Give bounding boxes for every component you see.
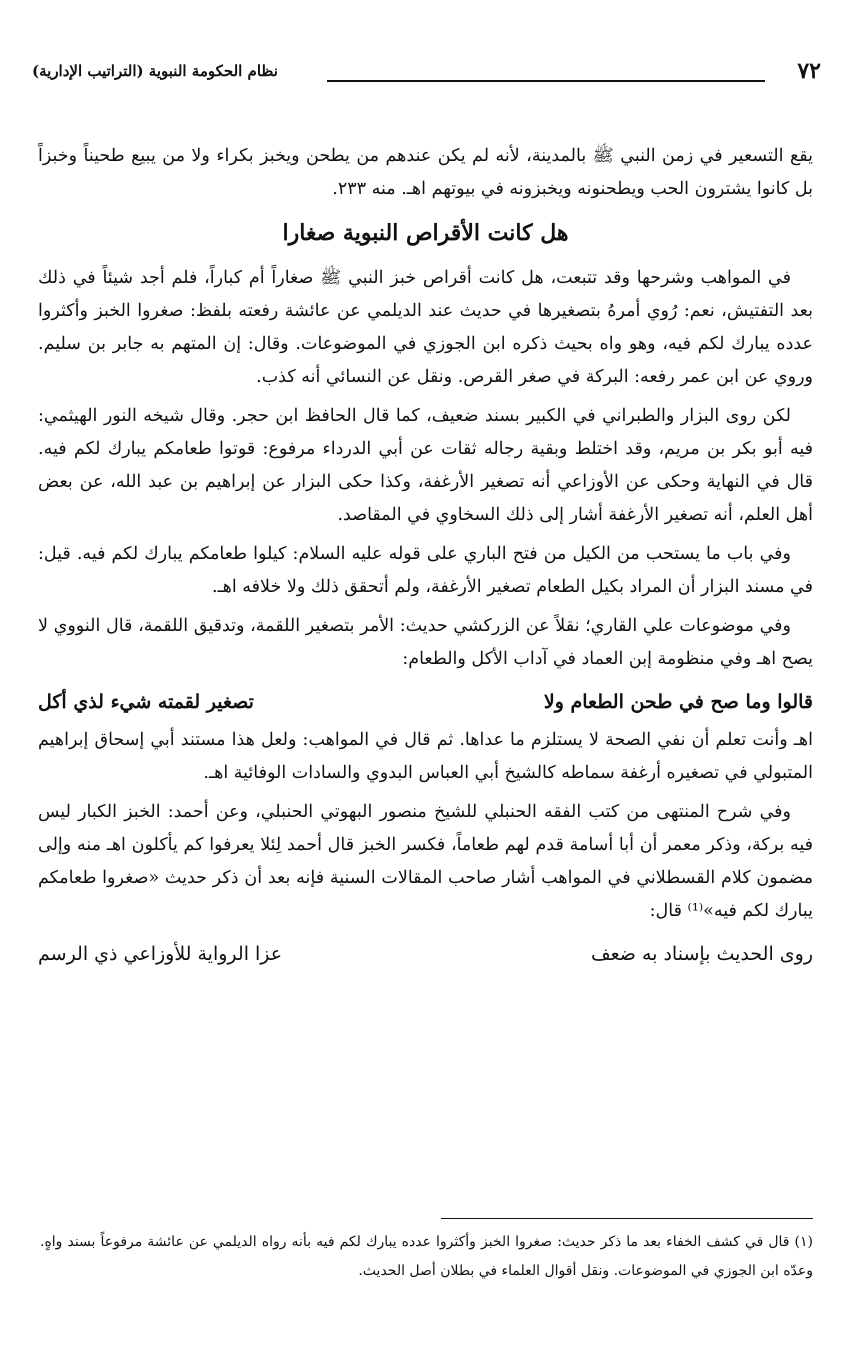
- paragraph: وفي موضوعات علي القاري؛ نقلاً عن الزركشي حديث: الأمر بتصغير اللقمة، وتدقيق اللقمة، قال النووي لا يصح اهـ وفي منظومة إبن العماد في آداب الأكل والطعام:: [38, 616, 813, 669]
- verse-second-hemistich: عزا الرواية للأوزاعي ذي الرسم: [38, 943, 283, 965]
- poem-verse: [38, 682, 813, 722]
- running-title: نظام الحكومة النبوية (التراتيب الإدارية): [32, 62, 278, 80]
- poem-verse: [38, 934, 813, 974]
- paragraph: وفي باب ما يستحب من الكيل من فتح الباري على قوله عليه السلام: كيلوا طعامكم يبارك لكم فيه. قيل: في مسند البزار أن المراد بكيل الطعام تصغير الأرغفة، ولم أتحقق ذلك ولا خلافه اهـ.: [38, 544, 813, 597]
- footnote-text: (١) قال في كشف الخفاء بعد ما ذكر حديث: صغروا الخبز وأكثروا عدده يبارك لكم فيه بأنه رواه الديلمي عن عائشة مرفوعاً بسند واهٍ. وعدّه ابن الجوزي في الموضوعات. ونقل أقوال العلماء في بطلان أصل الحديث.: [40, 1234, 813, 1279]
- paragraph: في المواهب وشرحها وقد تتبعت، هل كانت أقراص خبز النبي ﷺ صغاراً أم كباراً، فلم أجد شيئاً في ذلك بعد التفتيش، نعم: رُوي أمرهُ بتصغيرها في حديث عند الديلمي عن عائشة رفعته بلفظ: صغروا الخبز وأكثروا عدده يبارك لكم فيه، وهو واه بحيث ذكره ابن الجوزي في الموضوعات. وقال: إن المتهم به جابر بن سليم. وروي عن ابن عمر رفعه: البركة في صغر القرص. ونقل عن النسائي أنه كذب.: [38, 268, 813, 387]
- section-heading: هل كانت الأقراص النبوية صغارا: [282, 220, 569, 246]
- page-number: ٧٢: [797, 58, 821, 84]
- paragraph: يقع التسعير في زمن النبي ﷺ بالمدينة، لأنه لم يكن عندهم من يطحن ويخبز بكراء ولا من يبيع طحيناً وخبزاً بل كانوا يشترون الحب ويطحنونه ويخبزونه في بيوتهم اهـ. منه ٢٣٣.: [38, 146, 813, 199]
- paragraph: وفي شرح المنتهى من كتب الفقه الحنبلي للشيخ منصور البهوتي الحنبلي، وعن أحمد: الخبز الكبار ليس فيه بركة، وذكر معمر أن أبا أسامة قدم لهم طعاماً، فكسر الخبز قال أحمد لِئلا يعرفوا كم يأكلون اهـ منه وإلى مضمون كلام القسطلاني في المواهب أشار صاحب المقالات السنية فإنه بعد أن ذكر حديث «صغروا طعامكم يبارك لكم فيه»⁽¹⁾ قال:: [38, 802, 813, 921]
- main-text: [38, 140, 813, 976]
- footnote-separator: [441, 1218, 813, 1219]
- header-rule: [327, 80, 765, 82]
- footnote: [40, 1228, 813, 1286]
- verse-first-hemistich: روى الحديث بإسناد به ضعف: [590, 943, 813, 965]
- verse-first-hemistich: قالوا وما صح في طحن الطعام ولا: [543, 691, 813, 713]
- verse-second-hemistich: تصغير لقمته شيء لذي أكل: [38, 691, 254, 713]
- paragraph: لكن روى البزار والطبراني في الكبير بسند ضعيف، كما قال الحافظ ابن حجر. وقال شيخه النور الهيثمي: فيه أبو بكر بن مريم، وقد اختلط وبقية رجاله ثقات عن أبي الدرداء مرفوع: قوتوا طعامكم يبارك لكم فيه. قال في النهاية وحكى عن الأوزاعي أنه تصغير الأرغفة، وكذا حكى البزار عن إبراهيم بن عبد الله، عن بعض أهل العلم، أنه تصغير الأرغفة أشار إلى ذلك السخاوي في المقاصد.: [38, 406, 813, 525]
- page-header: [32, 58, 821, 92]
- paragraph: اهـ وأنت تعلم أن نفي الصحة لا يستلزم ما عداها. ثم قال في المواهب: ولعل هذا مستند أبي إسحاق إبراهيم المتبولي في تصغيره أرغفة سماطه كالشيخ أبي العباس البدوي والسادات الوفائية اهـ.: [38, 730, 813, 783]
